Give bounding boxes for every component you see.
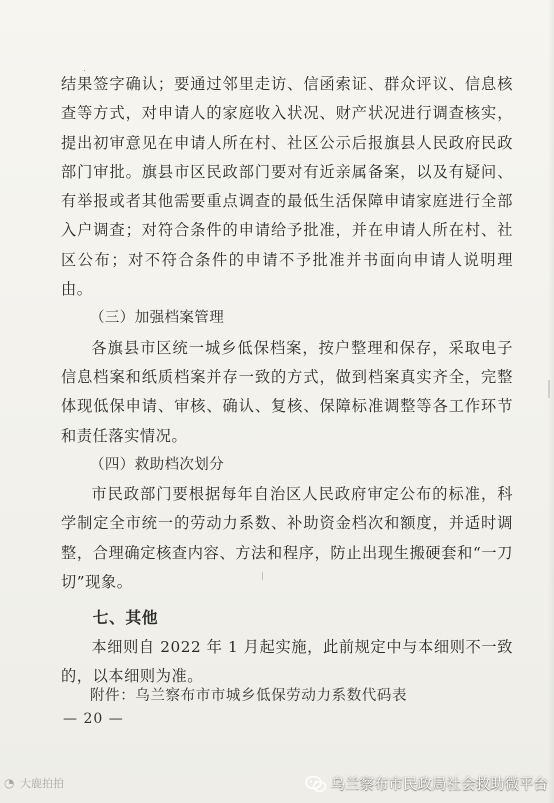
- footer-bar: [0, 769, 554, 803]
- page-edge-shadow: [548, 0, 554, 803]
- wechat-icon: [305, 775, 327, 793]
- scan-speck: [548, 380, 550, 398]
- subheading-archive-management: （三）加强档案管理: [90, 310, 225, 327]
- source-watermark-text: 大鹿拍拍: [19, 777, 64, 790]
- camera-logo-icon: ◔: [4, 776, 15, 790]
- scan-mark: [262, 572, 263, 580]
- paragraph-archive-management: 各旗县市区统一城乡低保档案，按户整理和保存，采取电子信息档案和纸质档案并存一致的方式，做到档案真实齐全，完整体现低保申请、审核、确认、复核、保障标准调整等各工作环节和责任落实情况。: [61, 338, 513, 445]
- paragraph-verification: 结果签字确认；要通过邻里走访、信函索证、群众评议、信息核查等方式，对申请人的家庭收入状况、财产状况进行调查核实，提出初审意见在申请人所在村、社区公示后报旗县人民政府民政部门审批。旗县市区民政部门要对有近亲属备案，以及有疑问、有举报或者其他需要重点调查的最低生活保障申请家庭进行全部入户调查；对符合条件的申请给予批准，并在申请人所在村、社区公布；对不符合条件的申请不予批准并书面向申请人说明理由。: [61, 75, 513, 299]
- paragraph-aid-levels: 市民政部门要根据每年自治区人民政府审定公布的标准，科学制定全市统一的劳动力系数、补助资金档次和额度，并适时调整，合理确定核查内容、方法和程序，防止出现生搬硬套和“一刀切”现象。: [61, 485, 513, 592]
- subheading-aid-levels: （四）救助档次划分: [90, 456, 225, 473]
- scan-speck: [84, 70, 85, 71]
- page-number: — 20 —: [63, 711, 124, 727]
- document-body: [61, 70, 513, 691]
- account-watermark: [305, 773, 549, 794]
- account-watermark-text: 乌兰察布市民政局社会救助微平台: [330, 777, 548, 793]
- section-heading-other: 七、其他: [92, 608, 159, 628]
- paragraph-effective-date: 本细则自 2022 年 1 月起实施，此前规定中与本细则不一致的，以本细则为准。: [61, 637, 513, 685]
- source-watermark: [4, 775, 64, 791]
- attachment-note: 附件：乌兰察布市市城乡低保劳动力系数代码表: [90, 688, 408, 704]
